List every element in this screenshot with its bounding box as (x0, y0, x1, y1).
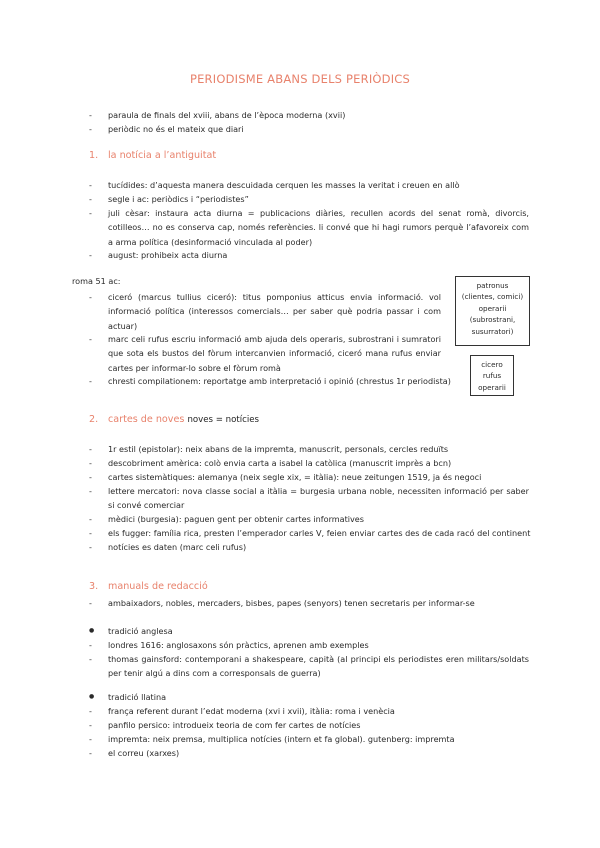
list-item: - londres 1616: anglosaxons són pràctics, aprenen amb exemples (89, 640, 369, 650)
list-item: - impremta: neix premsa, multiplica notícies (intern et fa global). gutenberg: impremta (89, 734, 455, 744)
section-heading: 3. manuals de redacció (89, 581, 208, 592)
list-item: - panfilo persico: introdueix teoria de com fer cartes de notícies (89, 720, 361, 730)
list-item: - juli cèsar: instaura acta diurna = publicacions diàries, recullen acords del senat romà, divorcis, cotilleos… no es conserva cap, només referències. li convé que hi hagi rumors perquè l’afavoreix com a arma política (desinformació vinculada al poder) (89, 208, 529, 247)
list-item: - tucídides: d’aquesta manera descuidada cerquen les masses la veritat i creuen en allò (89, 180, 460, 190)
list-item: - marc celi rufus escriu informació amb ajuda dels operaris, subrostrani i sumratori que sota els bustos del fòrum intercanvien informació, ciceró mana rufus enviar cartes per informar-lo sobre el fòrum romà (89, 334, 441, 373)
section-heading: 1. la notícia a l’antiguitat (89, 150, 217, 161)
patronus-box: patronus (clientes, comici) operarii (subrostrani, susurratori) (455, 276, 530, 346)
list-item: - paraula de finals del xviii, abans de l’època moderna (xvii) (89, 110, 346, 120)
section-heading: 2. cartes de noves noves = notícies (89, 414, 260, 425)
list-item: - el correu (xarxes) (89, 748, 180, 758)
list-item: - lettere mercatori: nova classe social a itàlia = burgesia urbana noble, necessiten informació per saber si convé comerciar (89, 486, 529, 511)
list-item: - thomas gainsford: contemporani a shakespeare, capità (al principi els periodistes eren militars/soldats per tenir algú a dins com a corresponsals de guerra) (89, 654, 529, 679)
list-item: - august: prohibeix acta diurna (89, 250, 228, 260)
list-item: - chresti compilationem: reportatge amb interpretació i opinió (chrestus 1r periodista) (89, 376, 451, 386)
list-item: ● tradició llatina (89, 692, 167, 702)
list-item: - descobriment amèrica: colò envia carta a isabel la catòlica (manuscrit imprès a bcn) (89, 458, 452, 468)
list-item: - frança referent durant l’edat moderna (xvi i xvii), itàlia: roma i venècia (89, 706, 395, 716)
list-item: - mèdici (burgesia): paguen gent per obtenir cartes informatives (89, 514, 365, 524)
list-item: - ciceró (marcus tullius ciceró): titus pomponius atticus envia informació. vol informació política (interessos comercials… per saber què podria passar i com actuar) (89, 292, 441, 331)
cicero-box: cicero rufus operarii (470, 355, 514, 396)
list-item: - ambaixadors, nobles, mercaders, bisbes, papes (senyors) tenen secretaris per informar-se (89, 598, 475, 608)
list-item: - periòdic no és el mateix que diari (89, 124, 244, 134)
list-item: - els fugger: família rica, presten l’emperador carles V, feien enviar cartes des de cada racó del continent (89, 528, 531, 538)
list-item: ● tradició anglesa (89, 626, 173, 636)
page-title: PERIODISME ABANS DELS PERIÒDICS (189, 72, 411, 86)
roma-label: roma 51 ac: (72, 276, 121, 286)
list-item: - 1r estil (epistolar): neix abans de la impremta, manuscrit, personals, cercles reduïts (89, 444, 449, 454)
list-item: - segle i ac: periòdics i “periodistes” (89, 194, 249, 204)
list-item: - notícies es daten (marc celi rufus) (89, 542, 247, 552)
list-item: - cartes sistemàtiques: alemanya (neix segle xix, = itàlia): neue zeitungen 1519, ja és negoci (89, 472, 482, 482)
